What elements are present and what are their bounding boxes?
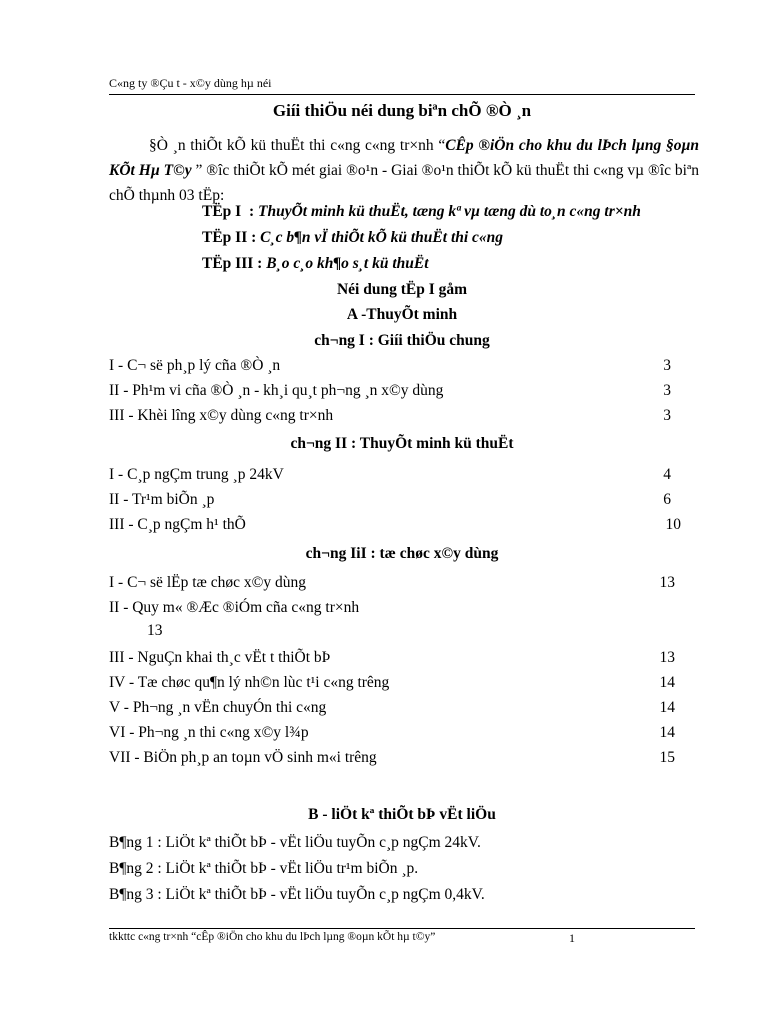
- table-list-item: B¶ng 1 : LiÖt kª thiÕt bÞ - vËt liÖu tuyÕn c¸p ngÇm 24kV.: [109, 834, 481, 851]
- toc-label: II - Tr¹m biÕn ¸p: [109, 491, 215, 508]
- volume-title: ThuyÕt minh kü thuËt, tæng kª vµ tæng dù to¸n c«ng tr×nh: [258, 203, 641, 220]
- toc-item: [109, 464, 671, 486]
- intro-paragraph: [109, 133, 699, 208]
- toc-label: II - Ph¹m vi cña ®Ò ¸n - kh¸i qu¸t ph¬ng ¸n x©y dùng: [109, 382, 444, 399]
- toc-label: III - NguÇn khai th¸c vËt t thiÕt bÞ: [109, 649, 331, 666]
- toc-label: IV - Tæ chøc qu¶n lý nh©n lùc t¹i c«ng trêng: [109, 674, 390, 691]
- toc-page: 3: [663, 382, 671, 399]
- toc-label: III - C¸p ngÇm h¹ thÕ: [109, 516, 246, 533]
- toc-page: 13: [147, 622, 163, 639]
- toc-label: III - Khèi lîng x©y dùng c«ng tr×nh: [109, 407, 334, 424]
- part-b-heading: B - liÖt kª thiÕt bÞ vËt liÖu: [308, 806, 496, 823]
- toc-item: [109, 747, 675, 769]
- page-number: 1: [569, 931, 575, 945]
- project-name: CÊp ®iÖn cho khu du lÞch lµng §oµn KÕt Hµ T©y: [109, 137, 699, 179]
- toc-label: VII - BiÖn ph¸p an toµn vÖ sinh m«i trêng: [109, 749, 377, 766]
- table-list-item: B¶ng 3 : LiÖt kª thiÕt bÞ - vËt liÖu tuyÕn c¸p ngÇm 0,4kV.: [109, 886, 485, 903]
- toc-label: V - Ph¬ng ¸n vËn chuyÓn thi c«ng: [109, 699, 327, 716]
- toc-item: [109, 722, 675, 744]
- toc-page: 14: [659, 674, 675, 691]
- toc-item: [109, 355, 671, 377]
- chapter-heading: ch¬ng IiI : tæ chøc x©y dùng: [305, 545, 499, 562]
- toc-page: 6: [663, 491, 671, 508]
- toc-page: 4: [663, 466, 671, 483]
- toc-item: [109, 380, 671, 402]
- toc-item: [109, 672, 675, 694]
- toc-page: 14: [659, 699, 675, 716]
- toc-item: [109, 597, 671, 619]
- toc-item: [109, 405, 671, 427]
- volume-label: TËp II: [202, 229, 248, 246]
- chapter-heading: ch¬ng II : ThuyÕt minh kü thuËt: [290, 435, 514, 452]
- toc-label: II - Quy m« ®Æc ®iÓm cña c«ng tr×nh: [109, 599, 360, 616]
- footer-rule: [109, 928, 695, 929]
- toc-label: VI - Ph¬ng ¸n thi c«ng x©y l¾p: [109, 724, 309, 741]
- volume-item: TËp III : B¸o c¸o kh¶o s¸t kü thuËt: [202, 255, 429, 272]
- toc-item: [109, 514, 681, 536]
- toc-page: 14: [659, 724, 675, 741]
- page-header: C«ng ty ®Çu t - x©y dùng hµ néi: [109, 76, 272, 90]
- toc-item: [109, 572, 675, 594]
- volume-label: TËp III: [202, 255, 254, 272]
- volume-title: C¸c b¶n vÏ thiÕt kÕ kü thuËt thi c«ng: [260, 229, 504, 246]
- volume-title: B¸o c¸o kh¶o s¸t kü thuËt: [266, 255, 429, 272]
- intro-text-a: §Ò ¸n thiÕt kÕ kü thuËt thi c«ng c«ng tr×nh “: [149, 137, 446, 154]
- toc-label: I - C¬ së lËp tæ chøc x©y dùng: [109, 574, 307, 591]
- toc-page: 3: [663, 357, 671, 374]
- table-list-item: B¶ng 2 : LiÖt kª thiÕt bÞ - vËt liÖu tr¹m biÕn ¸p.: [109, 860, 419, 877]
- toc-label: I - C¬ së ph¸p lý cña ®Ò ¸n: [109, 357, 281, 374]
- page-footer: tkkttc c«ng tr×nh “cÊp ®iÖn cho khu du lÞch lµng ®oµn kÕt hµ t©y”: [109, 931, 436, 943]
- chapter-heading: ch¬ng I : Giíi thiÖu chung: [314, 332, 490, 349]
- toc-page: 10: [665, 516, 681, 533]
- volume-item: TËp II : C¸c b¶n vÏ thiÕt kÕ kü thuËt thi c«ng: [202, 229, 504, 246]
- document-title: Giíi thiÖu néi dung biªn chÕ ®Ò ¸n: [272, 101, 532, 120]
- part-a-heading: A -ThuyÕt minh: [346, 306, 458, 323]
- toc-page: 3: [663, 407, 671, 424]
- toc-label: I - C¸p ngÇm trung ¸p 24kV: [109, 466, 284, 483]
- volume-item: TËp I : ThuyÕt minh kü thuËt, tæng kª vµ tæng dù to¸n c«ng tr×nh: [202, 203, 641, 220]
- toc-page: 13: [659, 574, 675, 591]
- content-heading: Néi dung tËp I gåm: [336, 281, 468, 298]
- toc-item: [109, 697, 675, 719]
- volume-label: TËp I: [202, 203, 242, 220]
- toc-page: 13: [659, 649, 675, 666]
- header-rule: [109, 94, 695, 95]
- toc-item: [109, 489, 671, 511]
- toc-item: [109, 647, 675, 669]
- intro-text-b: ” ®îc thiÕt kÕ mét giai ®o¹n - Giai ®o¹n thiÕt kÕ kü thuËt thi c«ng vµ ®îc biªn chÕ thµnh 03 tËp:: [109, 162, 699, 204]
- toc-page: 15: [659, 749, 675, 766]
